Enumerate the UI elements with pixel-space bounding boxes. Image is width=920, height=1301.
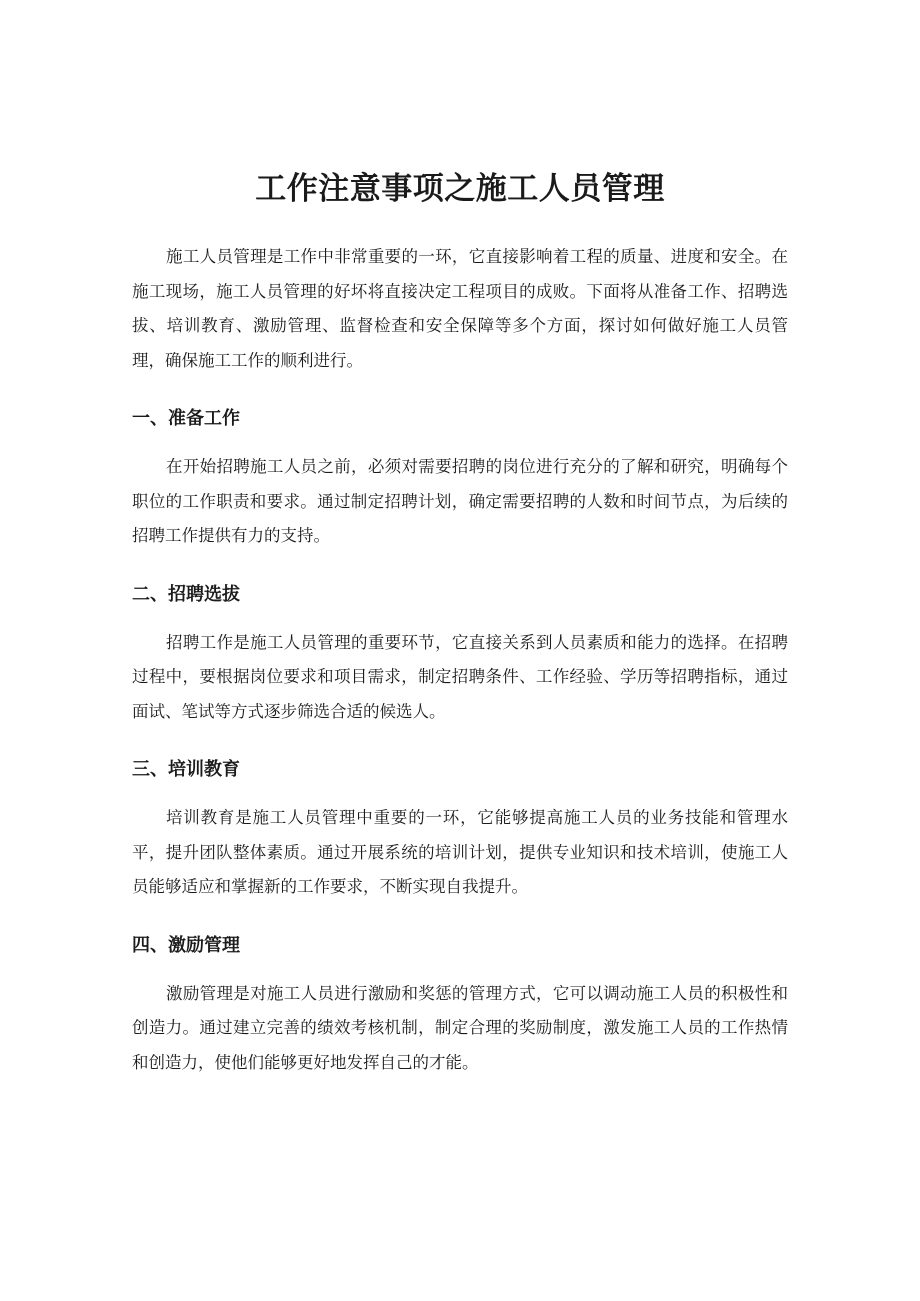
section-paragraph: 激励管理是对施工人员进行激励和奖惩的管理方式，它可以调动施工人员的积极性和创造力。通过建立完善的绩效考核机制，制定合理的奖励制度，激发施工人员的工作热情和创造力，使他们能够更好地发挥自己的才能。 (132, 983, 788, 1072)
section-paragraph: 招聘工作是施工人员管理的重要环节，它直接关系到人员素质和能力的选择。在招聘过程中，要根据岗位要求和项目需求，制定招聘条件、工作经验、学历等招聘指标，通过面试、笔试等方式逐步筛选合适的候选人。 (132, 632, 788, 721)
document-title: 工作注意事项之施工人员管理 (255, 171, 665, 207)
section-training (132, 753, 788, 905)
intro-paragraph: 施工人员管理是工作中非常重要的一环，它直接影响着工程的质量、进度和安全。在施工现场，施工人员管理的好坏将直接决定工程项目的成败。下面将从准备工作、招聘选拔、培训教育、激励管理、监督检查和安全保障等多个方面，探讨如何做好施工人员管理，确保施工工作的顺利进行。 (132, 247, 788, 370)
section-heading: 四、激励管理 (132, 934, 240, 956)
section-paragraph: 培训教育是施工人员管理中重要的一环，它能够提高施工人员的业务技能和管理水平，提升团队整体素质。通过开展系统的培训计划，提供专业知识和技术培训，使施工人员能够适应和掌握新的工作要求，不断实现自我提升。 (132, 808, 788, 896)
section-incentive (132, 929, 788, 1081)
section-heading: 一、准备工作 (132, 408, 240, 429)
section-heading: 三、培训教育 (132, 759, 240, 780)
section-preparation (132, 402, 788, 554)
section-paragraph: 在开始招聘施工人员之前，必须对需要招聘的岗位进行充分的了解和研究，明确每个职位的工作职责和要求。通过制定招聘计划，确定需要招聘的人数和时间节点，为后续的招聘工作提供有力的支持。 (132, 457, 788, 545)
section-heading: 二、招聘选拔 (132, 583, 240, 605)
section-recruitment (132, 578, 788, 730)
